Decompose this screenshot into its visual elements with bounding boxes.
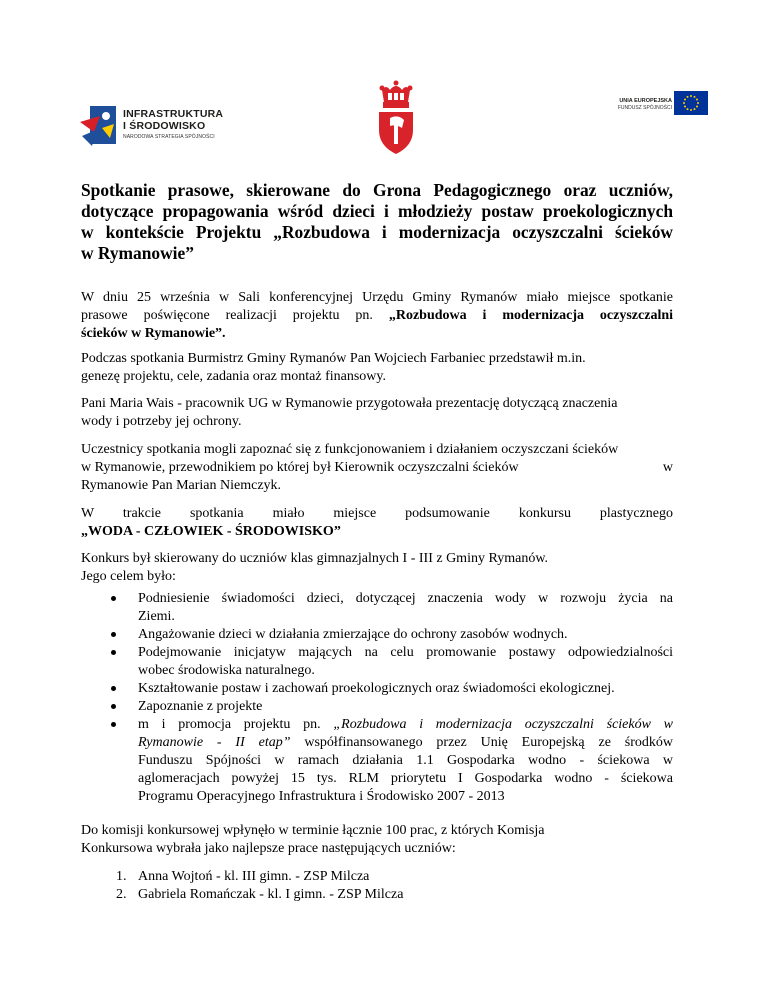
list-item	[116, 886, 636, 904]
infrastruktura-logo-mark-icon	[80, 102, 118, 148]
rymanow-coat-of-arms-icon	[376, 80, 416, 156]
list-item-text: współfinansowanego przez Unię Europejską ze środków	[304, 735, 673, 750]
list-item-line: Podejmowanie inicjatyw mających na celu promowanie postawy odpowiedzialności	[138, 645, 673, 660]
list-item-line: aglomeracjach powyżej 15 tys. RLM priorytetu I Gospodarka wodno - ściekowa	[138, 771, 673, 786]
paragraph-line: Rymanowie Pan Marian Niemczyk.	[81, 478, 282, 493]
eu-cohesion-fund-logo	[606, 91, 708, 119]
paragraph-participants	[81, 441, 673, 495]
paragraph-line: genezę projektu, cele, zadania oraz montaż finansowy.	[81, 369, 386, 384]
list-item-line: Podniesienie świadomości dzieci, dotyczącej znaczenia wody w rozwoju życia na	[138, 591, 673, 606]
paragraph-text: prasowe poświęcone realizacji projektu pn.	[81, 308, 373, 323]
list-item-line: Angażowanie dzieci w działania zmierzające do ochrony zasobów wodnych.	[138, 627, 568, 642]
paragraph-presentation	[81, 395, 673, 431]
list-item-line: Zapoznanie z projekte	[138, 699, 263, 714]
title-line: dotyczące propagowania wśród dzieci i młodzieży postaw proekologicznych	[81, 201, 673, 221]
list-item	[116, 868, 636, 886]
list-item	[109, 716, 673, 806]
paragraph-line: Pani Maria Wais - pracownik UG w Rymanowie przygotowała prezentację dotyczącą znaczenia	[81, 396, 618, 411]
project-name-italic: Rymanowie - II etap”	[138, 735, 291, 750]
paragraph-line: W trakcie spotkania miało miejsce podsumowanie konkursu plastycznego	[81, 506, 673, 521]
title-line: w Rymanowie”	[81, 243, 194, 263]
paragraph-line: wody i potrzeby jej ochrony.	[81, 414, 242, 429]
paragraph-jury	[81, 822, 673, 858]
eu-logo-line2: FUNDUSZ SPÓJNOŚCI	[617, 105, 672, 111]
list-item	[109, 680, 673, 698]
paragraph-line: Jego celem było:	[81, 569, 176, 584]
infrastruktura-logo-line2: I ŚRODOWISKO	[123, 120, 206, 132]
project-name-bold-end: ścieków w Rymanowie”.	[81, 326, 226, 341]
list-item-line: Programu Operacyjnego Infrastruktura i Środowisko 2007 - 2013	[138, 789, 505, 804]
list-item	[109, 644, 673, 680]
list-item-text: m i promocja projektu pn.	[138, 717, 321, 732]
paragraph-line	[81, 307, 673, 325]
list-item-number: 2.	[116, 887, 127, 902]
goals-bullet-list	[109, 590, 673, 806]
list-item-line: Kształtowanie postaw i zachowań proekologicznych oraz świadomości ekologicznej.	[138, 681, 615, 696]
title-line: Spotkanie prasowe, skierowane do Grona Pedagogicznego oraz uczniów,	[81, 180, 673, 200]
list-item-line: Funduszu Spójności w ramach działania 1.1 Gospodarka wodno - ściekowa w	[138, 753, 673, 768]
infrastruktura-logo-line1: INFRASTRUKTURA	[123, 108, 224, 120]
paragraph-line: Konkurs był skierowany do uczniów klas gimnazjalnych I - III z Gminy Rymanów.	[81, 551, 549, 566]
paragraph-line: W dniu 25 września w Sali konferencyjnej Urzędu Gminy Rymanów miało miejsce spotkanie	[81, 290, 673, 305]
list-item-line	[138, 716, 673, 734]
paragraph-line: Do komisji konkursowej wpłynęło w terminie łącznie 100 prac, z których Komisja	[81, 823, 545, 838]
paragraph-line: Uczestnicy spotkania mogli zapoznać się z funkcjonowaniem i działaniem oczyszczani ścieków	[81, 442, 619, 457]
list-item-line: Ziemi.	[138, 609, 175, 624]
list-item-text: Gabriela Romańczak - kl. I gimn. - ZSP Milcza	[138, 887, 404, 902]
paragraph-contest-target	[81, 550, 673, 586]
contest-name-bold: „WODA - CZŁOWIEK - ŚRODOWISKO”	[81, 524, 341, 539]
page-title	[81, 180, 673, 264]
paragraph-contest	[81, 505, 673, 541]
list-item-line	[138, 734, 673, 752]
paragraph-mayor	[81, 350, 673, 386]
list-item-line: wobec środowiska naturalnego.	[138, 663, 315, 678]
paragraph-line	[81, 459, 673, 477]
paragraph-intro	[81, 289, 673, 343]
list-item	[109, 698, 673, 716]
project-name-italic: „Rozbudowa i modernizacja oczyszczalni ścieków w	[333, 717, 673, 732]
infrastruktura-logo	[80, 102, 230, 150]
list-item-text: Anna Wojtoń - kl. III gimn. - ZSP Milcza	[138, 869, 370, 884]
project-name-bold: „Rozbudowa i modernizacja oczyszczalni	[388, 308, 674, 323]
paragraph-text: w Rymanowie, przewodnikiem po której był Kierownik oczyszczalni ścieków	[81, 460, 519, 475]
eu-flag-icon	[674, 91, 708, 115]
winners-list	[116, 868, 636, 904]
eu-logo-line1: UNIA EUROPEJSKA	[619, 98, 672, 104]
paragraph-line: Podczas spotkania Burmistrz Gminy Rymanów Pan Wojciech Farbaniec przedstawił m.in.	[81, 351, 586, 366]
list-item	[109, 590, 673, 626]
paragraph-text-end: w	[662, 460, 673, 475]
infrastruktura-logo-line3: NARODOWA STRATEGIA SPÓJNOŚCI	[123, 134, 215, 140]
list-item	[109, 626, 673, 644]
paragraph-line: Konkursowa wybrała jako najlepsze prace następujących uczniów:	[81, 841, 456, 856]
title-line: w kontekście Projektu „Rozbudowa i modernizacja oczyszczalni ścieków	[81, 222, 673, 242]
list-item-number: 1.	[116, 869, 127, 884]
